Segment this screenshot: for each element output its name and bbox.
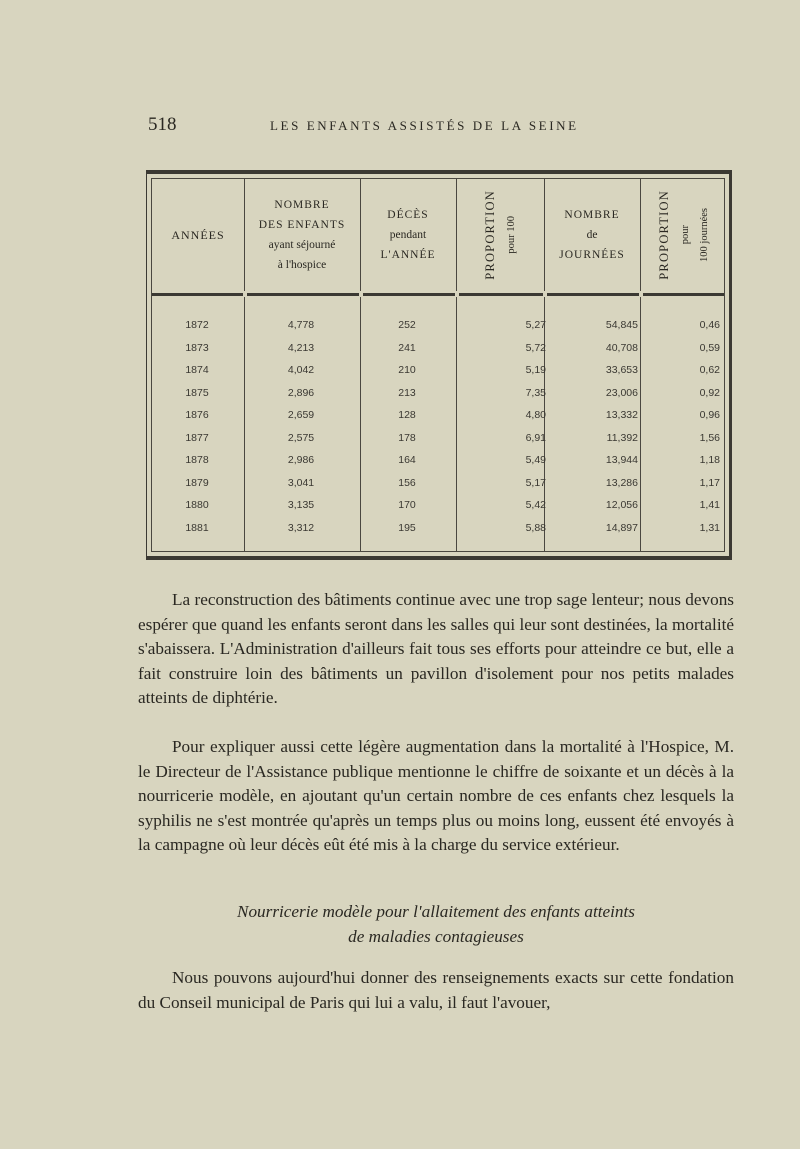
cell-prop-journees: 0,59 bbox=[699, 341, 720, 354]
header-enfants-line2: DES ENFANTS bbox=[258, 219, 346, 231]
header-proportion-100 bbox=[457, 179, 543, 291]
cell-journees: 13,286 bbox=[605, 476, 638, 489]
cell-journees: 12,056 bbox=[605, 499, 638, 511]
table-body bbox=[152, 319, 724, 544]
cell-prop100: 5,42 bbox=[525, 499, 546, 511]
cell-prop-journees: 0,62 bbox=[699, 364, 720, 376]
cell-prop-journees: 1,56 bbox=[699, 431, 720, 444]
header-enfants-line3: ayant séjourné bbox=[268, 239, 336, 251]
cell-deces: 252 bbox=[398, 319, 416, 331]
cell-enfants: 2,986 bbox=[287, 454, 315, 466]
cell-prop-journees: 0,46 bbox=[699, 319, 720, 331]
cell-deces: 241 bbox=[398, 341, 416, 354]
table-row bbox=[152, 319, 724, 342]
header-proportion1-line2: pour 100 bbox=[506, 216, 517, 254]
header-journees bbox=[545, 179, 639, 291]
section-title bbox=[138, 899, 734, 949]
cell-year: 1880 bbox=[185, 499, 209, 511]
header-proportion-journees bbox=[641, 179, 726, 291]
cell-enfants: 2,659 bbox=[287, 409, 315, 421]
cell-deces: 213 bbox=[398, 386, 416, 399]
table-row bbox=[152, 477, 724, 500]
table-row bbox=[152, 499, 724, 522]
cell-enfants: 3,041 bbox=[287, 476, 315, 489]
cell-enfants: 3,135 bbox=[287, 499, 315, 511]
cell-deces: 164 bbox=[398, 454, 416, 466]
header-journees-line1: NOMBRE bbox=[564, 209, 620, 221]
page-number: 518 bbox=[148, 114, 177, 135]
cell-prop100: 5,17 bbox=[525, 476, 546, 489]
cell-year: 1874 bbox=[185, 364, 209, 376]
cell-deces: 156 bbox=[398, 476, 416, 489]
table-row bbox=[152, 522, 724, 545]
table-row bbox=[152, 364, 724, 387]
table-inner bbox=[151, 178, 725, 552]
header-deces-line2: pendant bbox=[389, 229, 427, 241]
header-annees-label: ANNÉES bbox=[171, 227, 225, 242]
cell-year: 1873 bbox=[185, 341, 209, 354]
paragraph-reconstruction: La reconstruction des bâtiments continue avec une trop sage lenteur; nous devons espérer que quand les enfants seront dans les salles qui leur sont destinées, la mortalité s'abaissera. L'Administration d'ailleurs fait tous ses efforts pour atteindre ce but, elle a fait construire loin des bâtiments un pavillon d'isolement pour nos petits malades atteints de diphtérie. bbox=[138, 590, 734, 708]
cell-prop-journees: 0,92 bbox=[699, 386, 720, 399]
cell-prop-journees: 1,18 bbox=[699, 454, 720, 466]
cell-year: 1875 bbox=[185, 386, 209, 399]
cell-deces: 210 bbox=[398, 364, 416, 376]
cell-journees: 13,332 bbox=[605, 409, 638, 421]
cell-year: 1877 bbox=[185, 431, 209, 444]
table-row bbox=[152, 409, 724, 432]
header-enfants-line1: NOMBRE bbox=[274, 199, 330, 211]
cell-journees: 13,944 bbox=[605, 454, 638, 466]
header-deces-line3: L'ANNÉE bbox=[380, 249, 436, 261]
header-proportion2-line2: pour bbox=[680, 225, 691, 245]
cell-enfants: 2,896 bbox=[287, 386, 315, 399]
cell-year: 1881 bbox=[185, 521, 209, 534]
running-title: LES ENFANTS ASSISTÉS DE LA SEINE bbox=[270, 118, 579, 133]
cell-prop100: 5,72 bbox=[525, 341, 546, 354]
header-proportion1-line1: PROPORTION bbox=[483, 190, 497, 280]
page-header bbox=[148, 114, 738, 138]
header-enfants bbox=[245, 179, 359, 291]
cell-prop100: 7,35 bbox=[525, 386, 546, 399]
cell-deces: 128 bbox=[398, 409, 416, 421]
section-title-line1: Nourricerie modèle pour l'allaitement des enfants atteints bbox=[237, 902, 635, 921]
header-deces bbox=[361, 179, 455, 291]
cell-prop100: 5,19 bbox=[525, 364, 546, 376]
cell-year: 1872 bbox=[185, 319, 209, 331]
cell-journees: 54,845 bbox=[605, 319, 638, 331]
statistics-table bbox=[146, 170, 732, 560]
header-annees bbox=[152, 179, 244, 291]
cell-prop100: 5,49 bbox=[525, 454, 546, 466]
section-title-line2: de maladies contagieuses bbox=[348, 927, 524, 946]
table-row bbox=[152, 432, 724, 455]
cell-journees: 33,653 bbox=[605, 364, 638, 376]
cell-journees: 40,708 bbox=[605, 341, 638, 354]
cell-prop100: 4,80 bbox=[525, 409, 546, 421]
cell-deces: 170 bbox=[398, 499, 416, 511]
cell-enfants: 4,213 bbox=[287, 341, 315, 354]
cell-prop100: 6,91 bbox=[525, 431, 546, 444]
cell-prop-journees: 1,17 bbox=[699, 476, 720, 489]
cell-year: 1879 bbox=[185, 476, 209, 489]
cell-deces: 178 bbox=[398, 431, 416, 444]
cell-prop100: 5,88 bbox=[525, 521, 546, 534]
cell-enfants: 4,042 bbox=[287, 364, 315, 376]
cell-journees: 23,006 bbox=[605, 386, 638, 399]
paragraph-mortalite: Pour expliquer aussi cette légère augmentation dans la mortalité à l'Hospice, M. le Directeur de l'Assistance publique mentionne le chiffre de soixante et un décès à la nourricerie modèle, en ajoutant qu'un certain nombre de ces enfants chez lesquels la syphilis ne s'est montrée qu'après un temps plus ou moins long, eussent été envoyés à la campagne où leur décès eût été mis à la charge du service extérieur. bbox=[138, 737, 734, 855]
cell-enfants: 3,312 bbox=[287, 521, 315, 534]
header-journees-line2: de bbox=[586, 229, 598, 241]
cell-prop-journees: 0,96 bbox=[699, 409, 720, 421]
cell-year: 1876 bbox=[185, 409, 209, 421]
cell-journees: 11,392 bbox=[606, 431, 638, 444]
header-deces-line1: DÉCÈS bbox=[387, 209, 429, 221]
cell-prop-journees: 1,41 bbox=[699, 499, 720, 511]
header-proportion2-line3: 100 journées bbox=[699, 208, 710, 262]
cell-journees: 14,897 bbox=[605, 521, 638, 534]
header-enfants-line4: à l'hospice bbox=[277, 259, 327, 271]
cell-enfants: 2,575 bbox=[287, 431, 315, 444]
table-row bbox=[152, 454, 724, 477]
cell-enfants: 4,778 bbox=[287, 319, 315, 331]
header-proportion2-line1: PROPORTION bbox=[657, 190, 671, 280]
cell-prop100: 5,27 bbox=[525, 319, 546, 331]
header-journees-line3: JOURNÉES bbox=[559, 249, 625, 261]
table-row bbox=[152, 342, 724, 365]
paragraph-nourricerie: Nous pouvons aujourd'hui donner des renseignements exacts sur cette fondation du Conseil municipal de Paris qui lui a valu, il faut l'avouer, bbox=[138, 968, 734, 1012]
cell-prop-journees: 1,31 bbox=[699, 521, 720, 534]
table-row bbox=[152, 387, 724, 410]
cell-year: 1878 bbox=[185, 454, 209, 466]
cell-deces: 195 bbox=[398, 521, 416, 534]
